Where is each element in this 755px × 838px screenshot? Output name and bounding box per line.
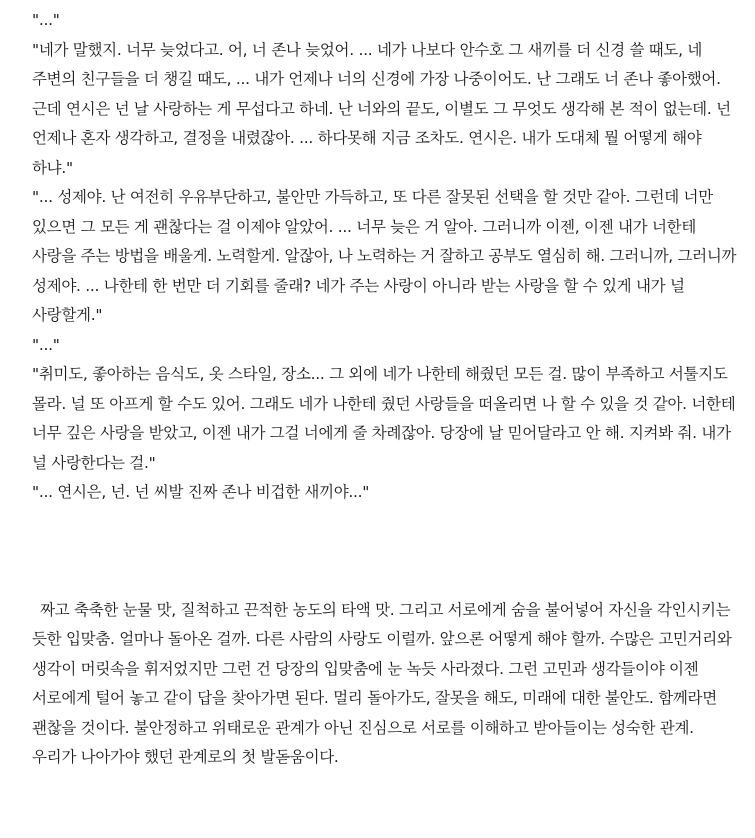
dialogue-line: "..." (32, 335, 60, 354)
document-body (32, 6, 742, 773)
dialogue-line: "... 연시은, 넌. 넌 씨발 진짜 존나 비겁한 새끼야..." (32, 483, 370, 501)
dialogue-paragraph: "취미도, 좋아하는 음식도, 옷 스타일, 장소... 그 외에 네가 나한테 해줬던 모든 걸. 많이 부족하고 서툴지도 몰라. 널 또 아프게 할 수도 있어. 그래도 네가 나한테 줬던 사랑들을 떠올리면 나 할 수 있을 것 같아. 너한테 너무 깊은 사랑을 받았고, 이젠 내가 그걸 너에게 줄 차례잖아. 당장에 날 믿어달라고 안 해. 지켜봐 줘. 내가 널 사랑한다는 걸." (32, 365, 736, 472)
dialogue-paragraph: "네가 말했지. 너무 늦었다고. 어, 너 존나 늦었어. ... 네가 나보다 안수호 그 새끼를 더 신경 쓸 때도, 네 주변의 친구들을 더 챙길 때도, ... 내가 언제나 너의 신경에 가장 나중이어도. 난 그래도 너 존나 좋아했어. 근데 연시은 넌 날 사랑하는 게 무섭다고 하네. 난 너와의 끝도, 이별도 그 무엇도 생각해 본 적이 없는데. 넌 언제나 혼자 생각하고, 결정을 내렸잖아. ... 하다못해 지금 조차도. 연시은. 내가 도대체 뭘 어떻게 해야 하냐." (32, 40, 731, 177)
dialogue-line: "..." (32, 11, 60, 29)
narration-paragraph: 짜고 축축한 눈물 맛, 질척하고 끈적한 농도의 타액 맛. 그리고 서로에게 숨을 불어넣어 자신을 각인시키는 듯한 입맞춤. 얼마나 돌아온 걸까. 다른 사람의 사랑도 이럴까. 앞으론 어떻게 해야 할까. 수많은 고민거리와 생각이 머릿속을 휘저었지만 그런 건 당장의 입맞춤에 눈 녹듯 사라졌다. 그런 고민과 생각들이야 이젠 서로에게 털어 놓고 같이 답을 찾아가면 된다. 멀리 돌아가도, 잘못을 해도, 미래에 대한 불안도. 함께라면 괜찮을 것이다. 불안정하고 위태로운 관계가 아닌 진심으로 서로를 이해하고 받아들이는 성숙한 관계. 우리가 나아가야 했던 관계로의 첫 발돋움이다. (32, 600, 732, 766)
dialogue-paragraph: "... 성제야. 난 여전히 우유부단하고, 불안만 가득하고, 또 다른 잘못된 선택을 할 것만 같아. 그런데 너만 있으면 그 모든 게 괜찮다는 걸 이제야 알았어. ... 너무 늦은 거 알아. 그러니까 이젠, 이젠 내가 너한테 사랑을 주는 방법을 배울게. 노력할게. 알잖아, 나 노력하는 거 잘하고 공부도 열심히 해. 그러니까, 그러니까 성제야. ... 나한테 한 번만 더 기회를 줄래? 네가 주는 사랑이 아니라 받는 사랑을 할 수 있게 내가 널 사랑할게." (32, 188, 737, 324)
